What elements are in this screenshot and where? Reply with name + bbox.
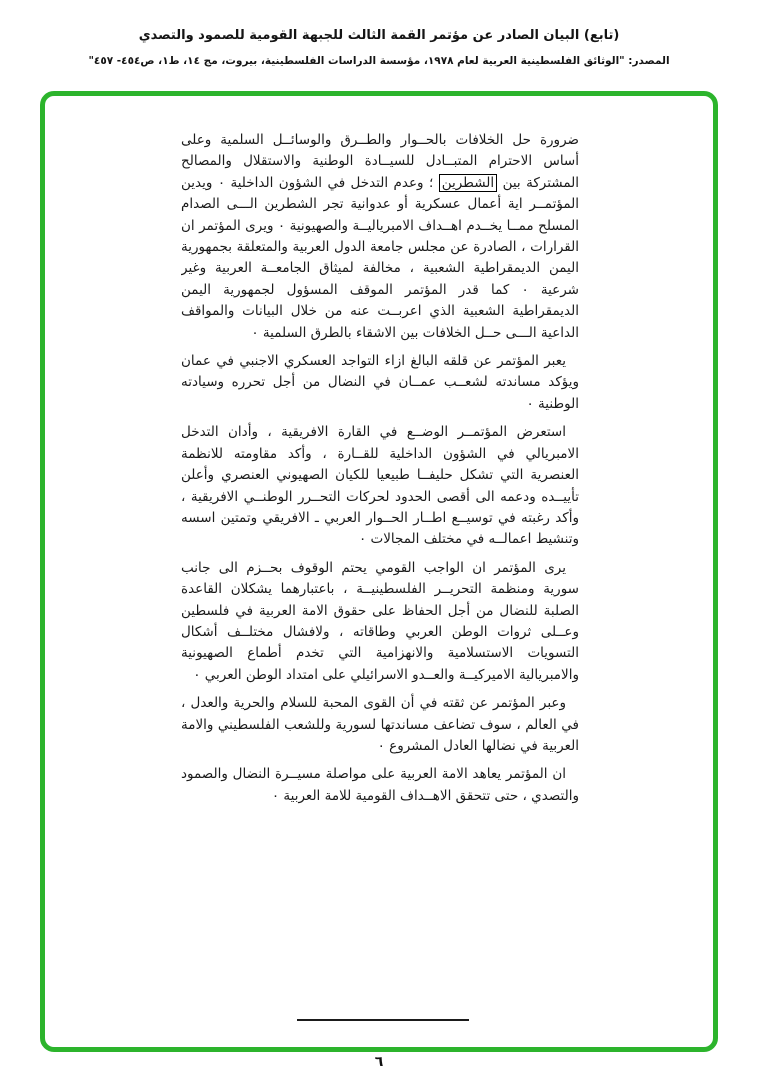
boxed-word: الشطرين [439,174,497,192]
paragraph-1 [181,130,579,344]
document-source: المصدر: "الوثائق الفلسطينية العربية لعام ١٩٧٨، مؤسسة الدراسات الفلسطينية، بيروت، مج ١٤، ط١، ص٤٥٤- ٤٥٧" [88,55,670,67]
body-text [181,130,579,814]
paragraph-3: استعرض المؤتمــر الوضــع في القارة الافريقية ، وأدان التدخل الامبريالي في الشؤون الداخلية للقــارة ، وأكد مقاومته للانظمة العنصرية التي تشكل حليفــا طبيعيا للكيان الصهيوني العنصري وأعلن تأييــده ودعمه الى أقصى الحدود لحركات التحــرر الوطنــي الافريقية ، وأكد رغبته في توسيــع اطــار الحــوار العربي ـ الافريقي وتمتين اسسه وتنشيط اعمالــه في مختلف المجالات ٠ [181,424,579,548]
paragraph-2: يعبر المؤتمر عن قلقه البالغ ازاء التواجد العسكري الاجنبي في عمان ويؤكد مساندته لشعــب عمــان في النضال من أجل تحرره وسيادته الوطنية ٠ [181,353,579,412]
document-header [0,28,758,67]
closing-divider [297,1019,469,1021]
document-title: (تابع) البيان الصادر عن مؤتمر القمة الثالث للجبهة القومية للصمود والتصدي [138,28,620,43]
paragraph-6: ان المؤتمر يعاهد الامة العربية على مواصلة مسيــرة النضال والصمود والتصدي ، حتى تتحقق الاهــداف القومية للامة العربية ٠ [181,766,579,804]
paragraph-1-text-before: ضرورة حل الخلافات بالحــوار والطــرق والوسائــل السلمية وعلى أساس الاحترام المتبــادل للسيــادة الوطنية والاستقلال والمصالح المشتركة بين [181,132,579,191]
paragraph-5: وعبر المؤتمر عن ثقته في أن القوى المحبة للسلام والحرية والعدل ، في العالم ، سوف تضاعف مساندتها لسورية وللشعب الفلسطيني والامة العربية في نضالها العادل المشروع ٠ [181,695,579,754]
page-number: ٦ [374,1054,384,1070]
paragraph-1-text-after: ؛ وعدم التدخل في الشؤون الداخلية ٠ ويدين المؤتمــر اية أعمال عسكرية أو عدوانية تجر الشطرين الـــى الصدام المسلح ممــا يخــدم اهــداف الامبرياليــة والصهيونية ٠ ويرى المؤتمر ان القرارات ، الصادرة عن مجلس جامعة الدول العربية والمتعلقة بجمهورية اليمن الديمقراطية الشعبية ، مخالفة لميثاق الجامعــة العربية وغير شرعية ٠ كما قدر المؤتمر الموقف المسؤول لجمهورية اليمن الديمقراطية الشعبية الذي اعربــت عنه من خلال البيانات والمواقف الداعية الـــى حــل الخلافات بين الاشقاء بالطرق السلمية ٠ [181,174,579,341]
paragraph-4: يرى المؤتمر ان الواجب القومي يحتم الوقوف بحــزم الى جانب سورية ومنظمة التحريــر الفلسطينيــة ، باعتبارهما يشكلان القاعدة الصلبة للنضال من أجل الحفاظ على حقوق الامة العربية في فلسطين وعــلى ثروات الوطن العربي وطاقاته ، ولافشال مختلــف أشكال التسويات الاستسلامية والانهزامية التي تخدم أطماع الصهيونية والامبريالية الاميركيــة والعــدو الاسرائيلي على امتداد الوطن العربي ٠ [181,559,579,683]
content-frame [40,91,718,1052]
